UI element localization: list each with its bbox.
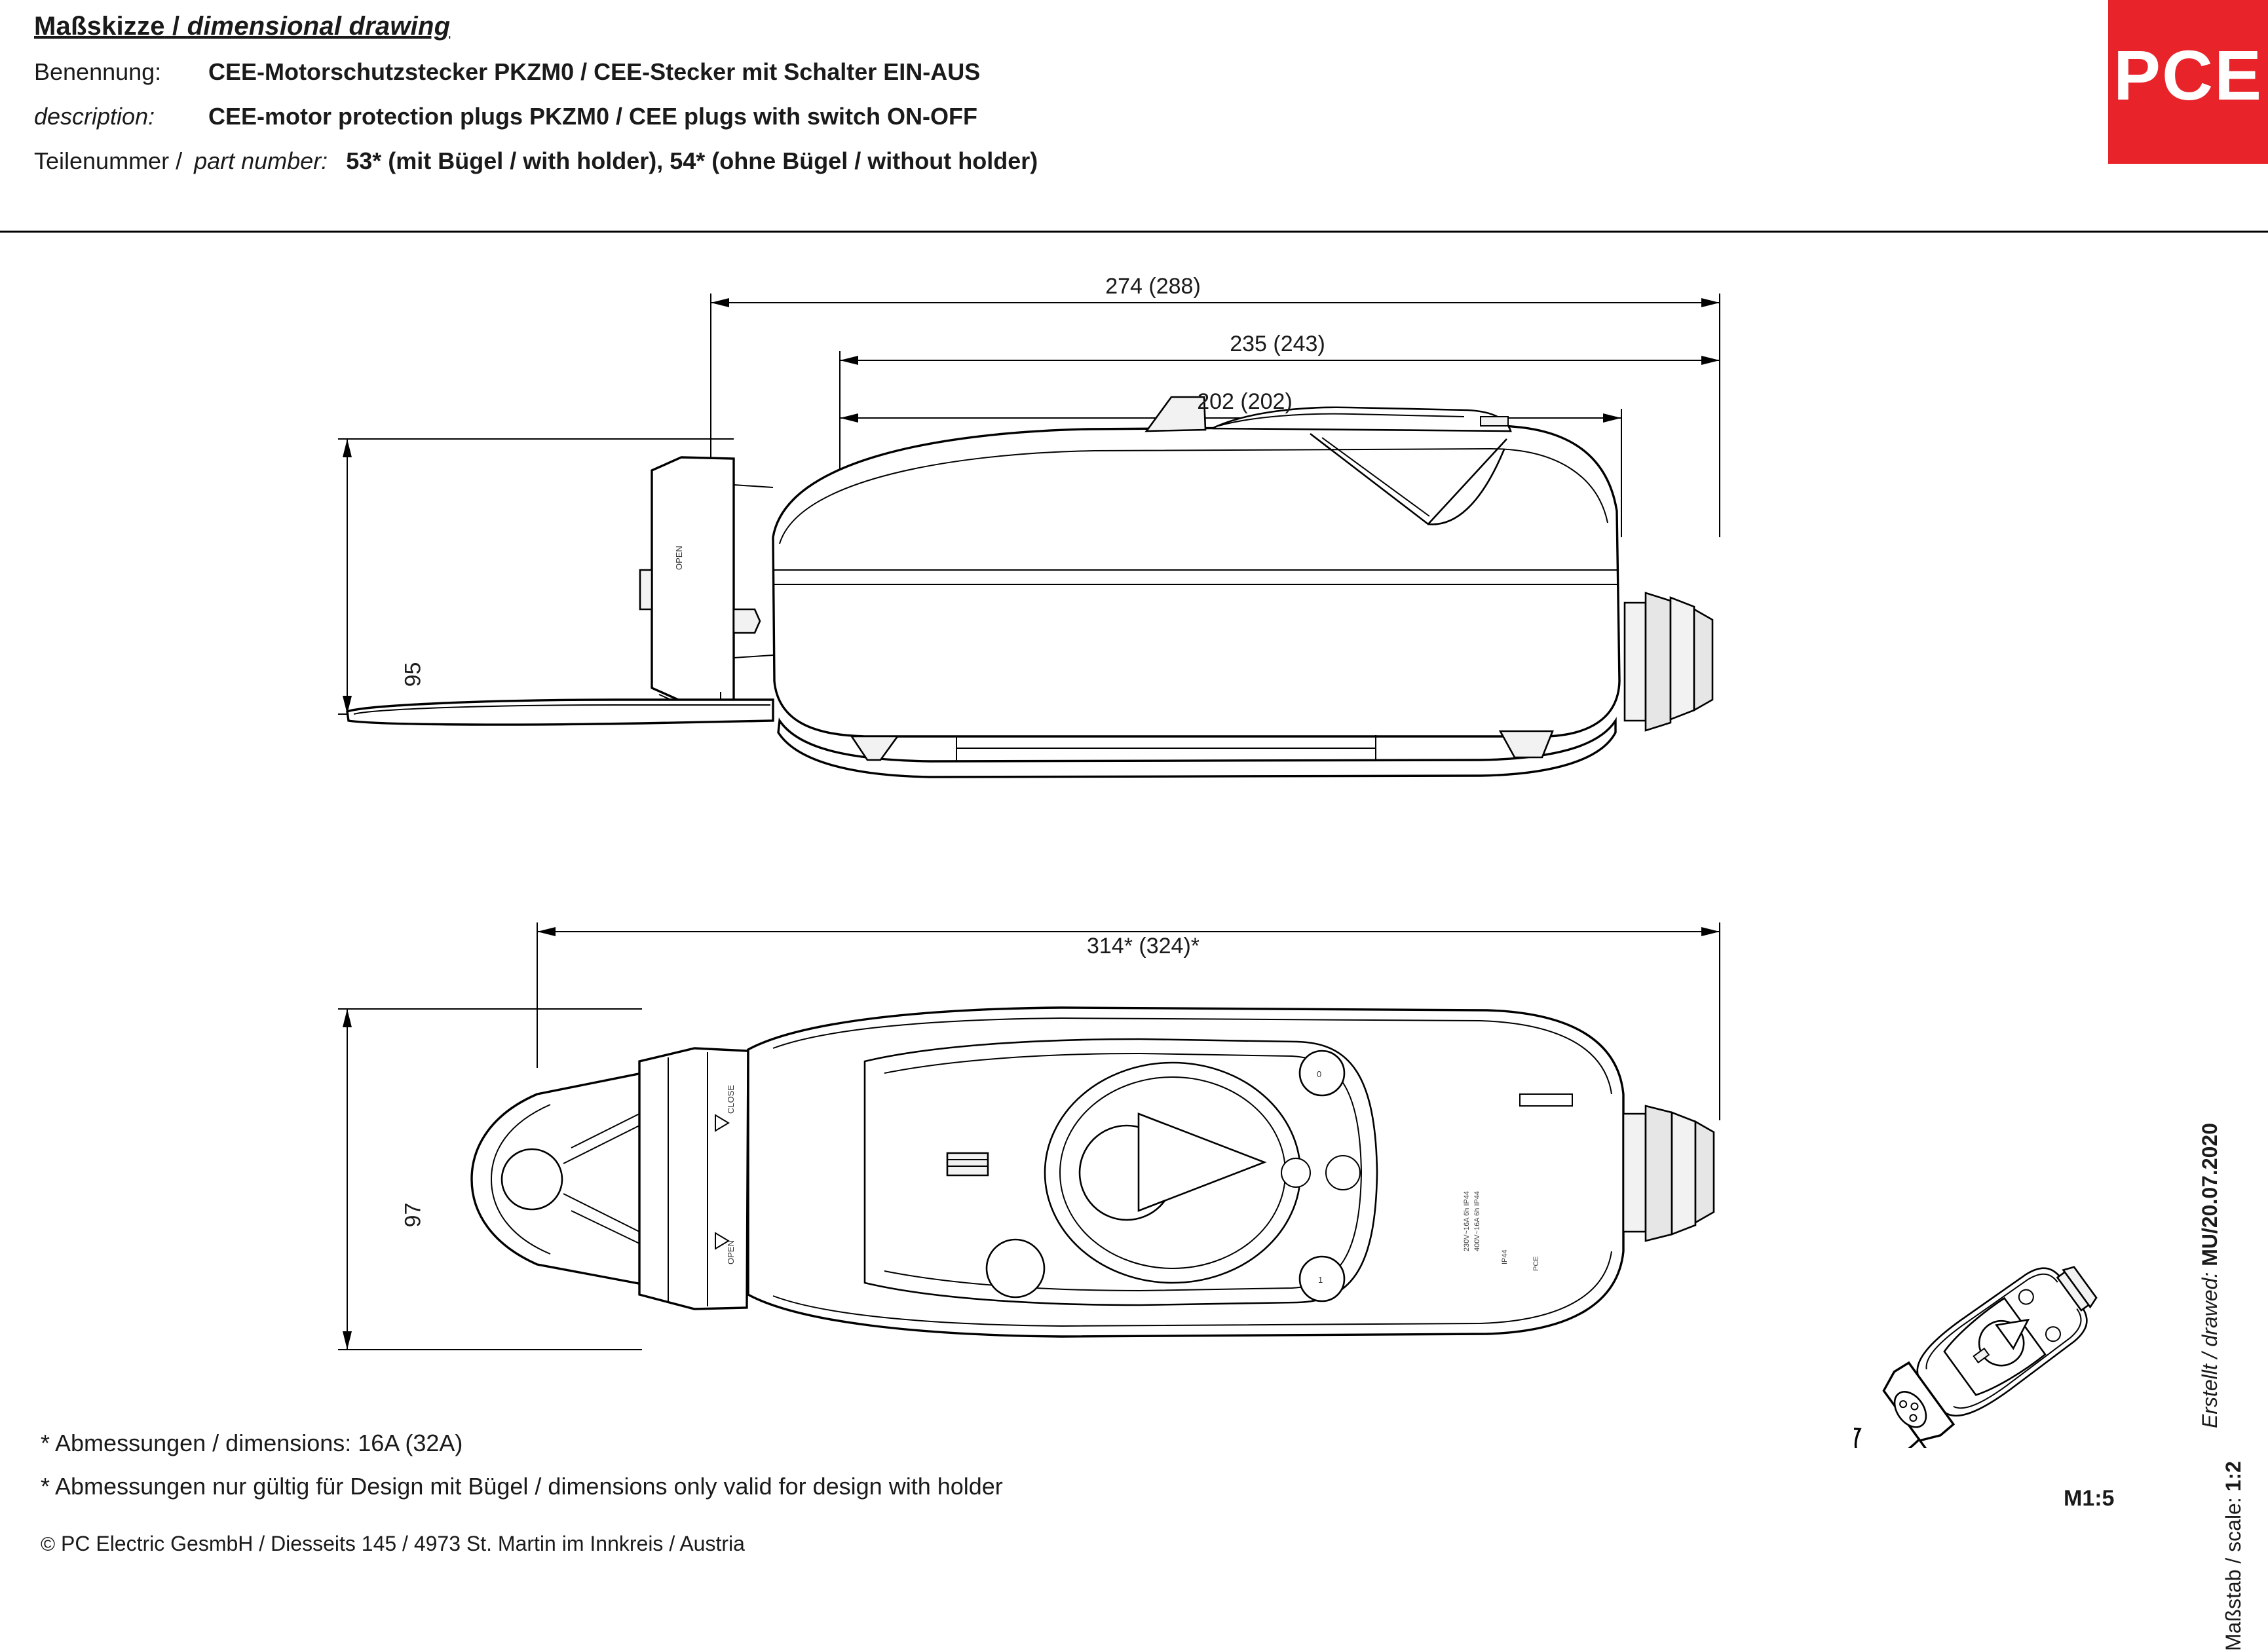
drawn-value: MU/20.07.2020 [2198, 1122, 2221, 1266]
side-view-body [347, 397, 1712, 777]
top-view-close-label: CLOSE [726, 1084, 736, 1114]
label-part-number-de: Teilenummer / [34, 147, 183, 174]
top-view-open-label: OPEN [726, 1240, 736, 1264]
rating-text-1: 230V~16A 6h IP44 [1463, 1190, 1471, 1251]
label-benennung: Benennung: [34, 58, 162, 85]
footnote-1: * Abmessungen / dimensions: 16A (32A) [41, 1430, 463, 1456]
label-part-number-en: part number: [194, 147, 328, 174]
value-part-number: 53* (mit Bügel / with holder), 54* (ohne Bügel / without holder) [346, 147, 1038, 174]
top-view-body [472, 1008, 1714, 1337]
copyright-line [41, 1532, 745, 1556]
dim-95: 95 [400, 662, 426, 687]
dim-314-324: 314* (324)* [1086, 934, 1200, 958]
dim-235-243: 235 (243) [1230, 332, 1325, 356]
footnote-2: * Abmessungen nur gültig für Design mit Bügel / dimensions only valid for design with holder [41, 1473, 1003, 1500]
switch-on-label: 1 [1318, 1275, 1323, 1285]
page-title [34, 12, 2117, 41]
copyright-mark: © [41, 1534, 56, 1555]
pce-logo [2108, 0, 2268, 164]
dim-202-202: 202 (202) [1197, 389, 1293, 414]
label-description: description: [34, 103, 155, 130]
value-benennung: CEE-Motorschutzstecker PKZM0 / CEE-Stecker mit Schalter EIN-AUS [208, 58, 981, 85]
dim-274-288: 274 (288) [1105, 274, 1201, 299]
page-title-separator: / [164, 12, 187, 41]
thumbnail-perspective-view [1854, 1251, 2129, 1448]
scale-value: 1:2 [2221, 1461, 2245, 1492]
drawn-label: Erstellt / drawed: [2198, 1272, 2221, 1428]
thumbnail-scale-label: M1:5 [2064, 1486, 2115, 1511]
switch-off-label: 0 [1317, 1069, 1322, 1079]
header-row-part-number [34, 147, 2117, 175]
top-view-drawing [275, 898, 1913, 1435]
drawn-info [2198, 1123, 2222, 1428]
scale-info [2221, 1461, 2246, 1651]
side-view-drawing [275, 262, 1913, 957]
side-view-open-label: OPEN [674, 546, 684, 570]
sheet-side-info [2198, 970, 2250, 1651]
header-row-benennung [34, 58, 2117, 86]
pce-logo-text: PCE [2113, 35, 2263, 115]
dim-97: 97 [400, 1202, 426, 1228]
scale-label: Maßstab / scale: [2221, 1497, 2245, 1651]
page-title-en: dimensional drawing [187, 12, 451, 41]
page-title-de: Maßskizze [34, 12, 165, 41]
copyright-text: PC Electric GesmbH / Diesseits 145 / 4973 St. Martin im Innkreis / Austria [55, 1532, 745, 1555]
brand-label: PCE [1532, 1256, 1540, 1271]
sheet-header [34, 12, 2117, 175]
rating-text-2: 400V~16A 6h IP44 [1473, 1190, 1481, 1251]
header-row-description [34, 103, 2117, 130]
ip-label: IP44 [1501, 1249, 1509, 1264]
value-description: CEE-motor protection plugs PKZM0 / CEE plugs with switch ON-OFF [208, 103, 978, 130]
header-divider [0, 231, 2268, 233]
